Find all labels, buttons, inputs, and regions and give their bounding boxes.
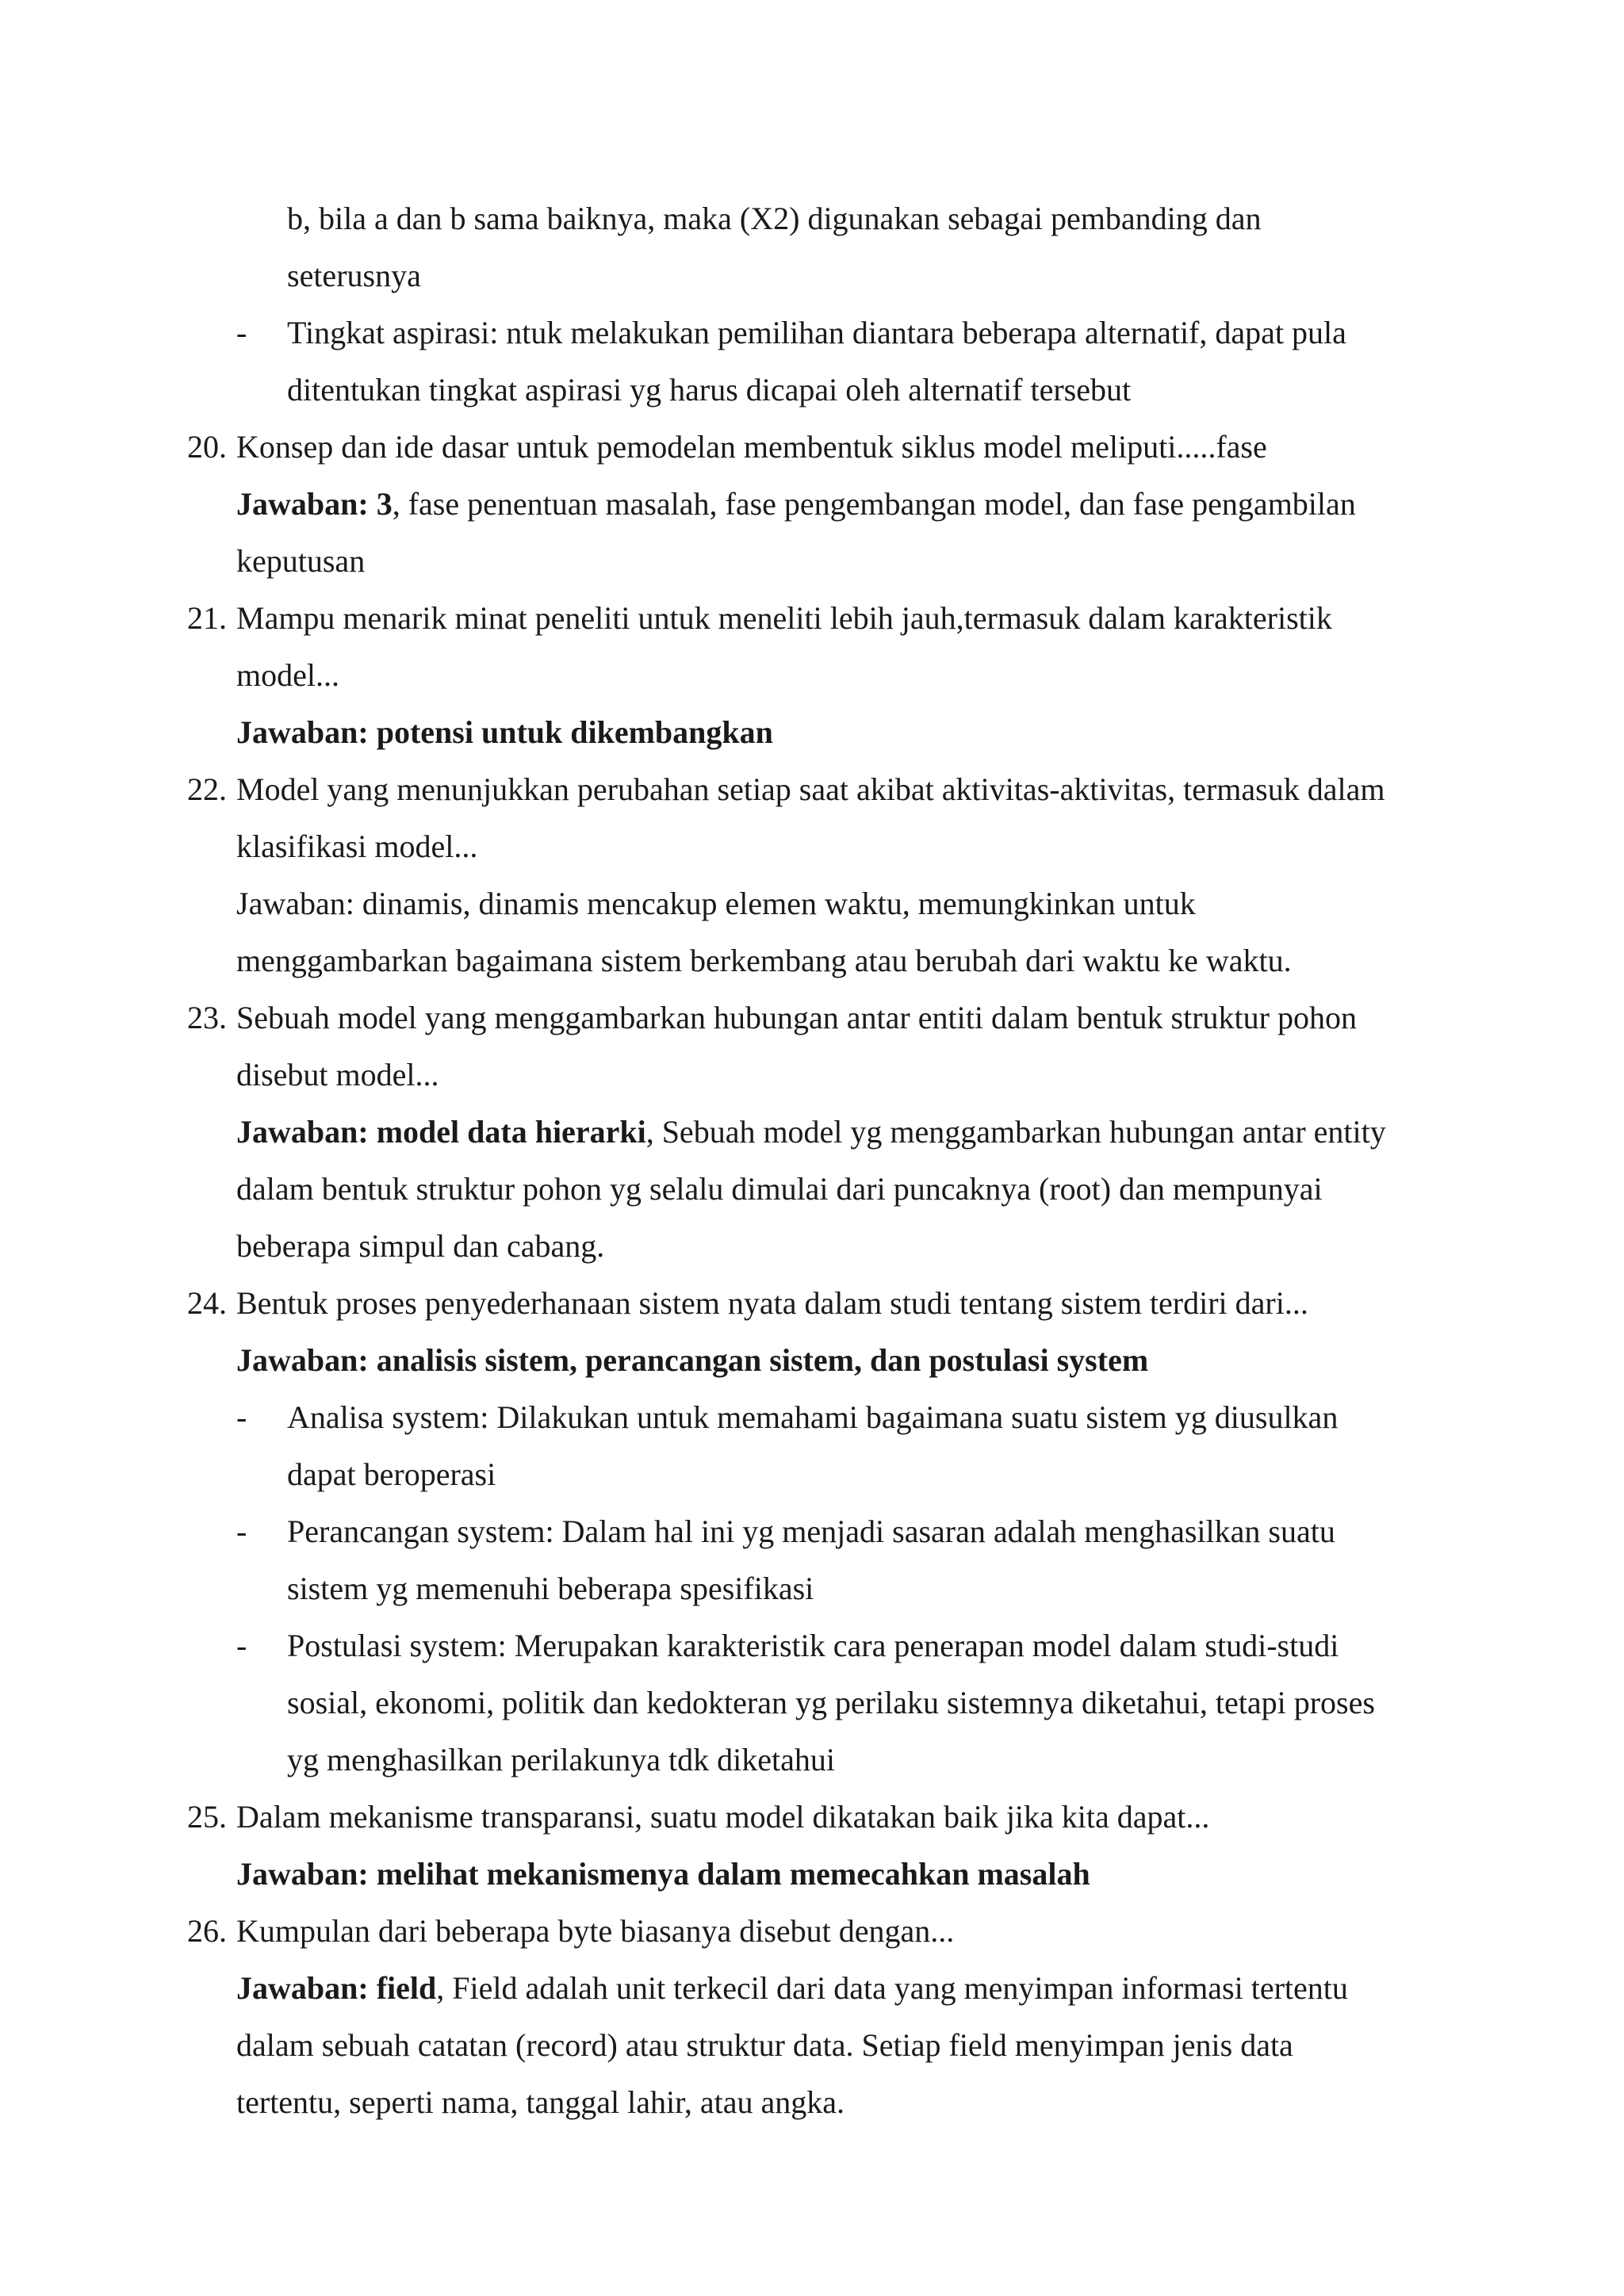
bullet-perancangan-line-1: Perancangan system: Dalam hal ini yg menjadi sasaran adalah menghasilkan suatu	[287, 1513, 1335, 1549]
answer-line-1: Jawaban: dinamis, dinamis mencakup elemen waktu, memungkinkan untuk	[236, 886, 1196, 921]
answer-text: , Sebuah model yg menggambarkan hubungan antar entity	[645, 1114, 1386, 1150]
aspirasi-line-2: ditentukan tingkat aspirasi yg harus dicapai oleh alternatif tersebut	[287, 372, 1132, 408]
bullet-dash: -	[236, 1513, 247, 1549]
answer-label: Jawaban: model data hierarki	[236, 1114, 646, 1150]
question-number: 24.	[187, 1285, 227, 1321]
answer-line-3: tertentu, seperti nama, tanggal lahir, atau angka.	[236, 2084, 845, 2120]
question-number: 21.	[187, 600, 227, 636]
answer-line	[236, 1332, 1148, 1389]
question-text-line-2: disebut model...	[236, 1057, 439, 1093]
answer-line	[236, 1104, 1386, 1161]
bullet-postulasi-line-3: yg menghasilkan perilakunya tdk diketahui	[287, 1742, 835, 1777]
answer-label: Jawaban: melihat mekanismenya dalam memecahkan masalah	[236, 1856, 1090, 1892]
question-text: Bentuk proses penyederhanaan sistem nyata dalam studi tentang sistem terdiri dari...	[236, 1285, 1308, 1321]
answer-line	[236, 704, 773, 761]
bullet-dash: -	[236, 1399, 247, 1435]
bullet-dash: -	[236, 315, 247, 350]
continuation-line-2: seterusnya	[287, 258, 421, 293]
answer-line	[236, 1846, 1090, 1903]
question-number: 26.	[187, 1913, 227, 1949]
answer-label: Jawaban: analisis sistem, perancangan sistem, dan postulasi system	[236, 1342, 1149, 1378]
answer-line-2: dalam sebuah catatan (record) atau struktur data. Setiap field menyimpan jenis data	[236, 2027, 1293, 2063]
answer-line-2: dalam bentuk struktur pohon yg selalu dimulai dari puncaknya (root) dan mempunyai	[236, 1171, 1323, 1207]
question-text-line-1: Model yang menunjukkan perubahan setiap saat akibat aktivitas-aktivitas, termasuk dalam	[236, 771, 1385, 807]
answer-label: Jawaban: potensi untuk dikembangkan	[236, 714, 773, 750]
question-number: 23.	[187, 1000, 227, 1035]
question-text: Dalam mekanisme transparansi, suatu model dikatakan baik jika kita dapat...	[236, 1799, 1210, 1835]
question-number: 22.	[187, 771, 227, 807]
bullet-postulasi-line-1: Postulasi system: Merupakan karakteristik cara penerapan model dalam studi-studi	[287, 1628, 1339, 1663]
answer-text: , Field adalah unit terkecil dari data yang menyimpan informasi tertentu	[436, 1970, 1348, 2006]
bullet-postulasi-line-2: sosial, ekonomi, politik dan kedokteran yg perilaku sistemnya diketahui, tetapi proses	[287, 1685, 1375, 1720]
bullet-analisa-line-1: Analisa system: Dilakukan untuk memahami bagaimana suatu sistem yg diusulkan	[287, 1399, 1339, 1435]
answer-label: Jawaban: 3	[236, 486, 393, 522]
bullet-analisa-line-2: dapat beroperasi	[287, 1456, 496, 1492]
question-number: 25.	[187, 1799, 227, 1835]
answer-line-2: menggambarkan bagaimana sistem berkembang atau berubah dari waktu ke waktu.	[236, 943, 1292, 978]
answer-line-3: beberapa simpul dan cabang.	[236, 1228, 605, 1264]
bullet-dash: -	[236, 1628, 247, 1663]
answer-text: , fase penentuan masalah, fase pengembangan model, dan fase pengambilan	[392, 486, 1356, 522]
question-text-line-2: klasifikasi model...	[236, 828, 478, 864]
answer-line-2: keputusan	[236, 543, 366, 579]
bullet-perancangan-line-2: sistem yg memenuhi beberapa spesifikasi	[287, 1571, 814, 1606]
question-number: 20.	[187, 429, 227, 465]
aspirasi-line-1: Tingkat aspirasi: ntuk melakukan pemilihan diantara beberapa alternatif, dapat pula	[287, 315, 1346, 350]
question-text: Kumpulan dari beberapa byte biasanya disebut dengan...	[236, 1913, 955, 1949]
question-text-line-2: model...	[236, 657, 339, 693]
continuation-line-1: b, bila a dan b sama baiknya, maka (X2) digunakan sebagai pembanding dan	[287, 201, 1262, 236]
question-text: Konsep dan ide dasar untuk pemodelan membentuk siklus model meliputi.....fase	[236, 429, 1267, 465]
question-text-line-1: Sebuah model yang menggambarkan hubungan antar entiti dalam bentuk struktur pohon	[236, 1000, 1357, 1035]
answer-line	[236, 476, 1356, 533]
answer-label: Jawaban: field	[236, 1970, 437, 2006]
answer-line	[236, 1960, 1348, 2017]
question-text-line-1: Mampu menarik minat peneliti untuk meneliti lebih jauh,termasuk dalam karakteristik	[236, 600, 1332, 636]
